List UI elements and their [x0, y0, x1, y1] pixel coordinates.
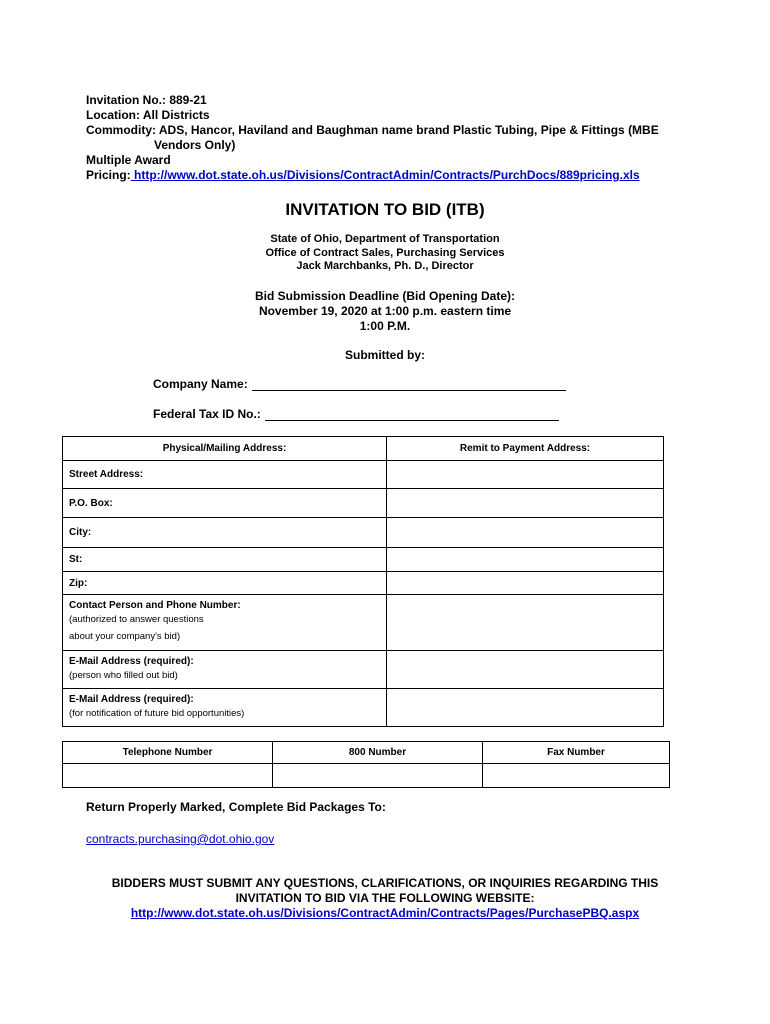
return-email-link[interactable]: contracts.purchasing@dot.ohio.gov: [86, 832, 275, 846]
city-label: City:: [63, 518, 387, 548]
page-title: INVITATION TO BID (ITB): [285, 200, 485, 219]
location: Location: All Districts: [86, 108, 210, 122]
commodity-continued: Vendors Only): [154, 138, 236, 152]
email2-field[interactable]: [387, 689, 664, 727]
inquiries-website-link[interactable]: http://www.dot.state.oh.us/Divisions/ContractAdmin/Contracts/Pages/PurchasePBQ.aspx: [130, 906, 640, 920]
email2-cell: [63, 689, 387, 727]
telephone-field[interactable]: [63, 764, 273, 788]
po-box-field[interactable]: [387, 489, 664, 518]
800-number-field[interactable]: [273, 764, 483, 788]
company-name-label: Company Name:: [153, 377, 248, 391]
contact-field[interactable]: [387, 595, 664, 651]
address-table: [62, 436, 664, 727]
pricing-row: [86, 168, 659, 183]
street-label: Street Address:: [63, 461, 387, 489]
invitation-number: Invitation No.: 889-21: [86, 93, 207, 107]
commodity: Commodity: ADS, Hancor, Haviland and Baughman name brand Plastic Tubing, Pipe & Fittings (MBE: [86, 123, 659, 137]
bidders-line-1: BIDDERS MUST SUBMIT ANY QUESTIONS, CLARIFICATIONS, OR INQUIRIES REGARDING THIS: [111, 876, 659, 890]
pricing-link[interactable]: http://www.dot.state.oh.us/Divisions/ContractAdmin/Contracts/PurchDocs/889pricing.xls: [130, 168, 640, 182]
contact-label: Contact Person and Phone Number:: [69, 600, 241, 611]
agency-block: [0, 233, 770, 274]
state-label: St:: [63, 548, 387, 572]
federal-tax-row: [153, 407, 559, 421]
remit-address-header: Remit to Payment Address:: [387, 437, 664, 461]
award-type: Multiple Award: [86, 153, 171, 167]
deadline-block: [0, 289, 770, 334]
return-heading: Return Properly Marked, Complete Bid Packages To:: [86, 800, 386, 814]
bidders-notice: [0, 876, 770, 921]
federal-tax-field[interactable]: [265, 408, 559, 421]
deadline-line-1: Bid Submission Deadline (Bid Opening Date):: [254, 289, 515, 303]
submitted-by: Submitted by:: [345, 348, 425, 362]
state-field[interactable]: [387, 548, 664, 572]
telephone-header: Telephone Number: [63, 742, 273, 764]
agency-line-3: Jack Marchbanks, Ph. D., Director: [296, 260, 474, 272]
phone-table: [62, 741, 670, 788]
contact-note-1: (authorized to answer questions: [69, 614, 204, 625]
agency-line-1: State of Ohio, Department of Transportation: [270, 233, 500, 245]
fax-field[interactable]: [483, 764, 670, 788]
document-header: [86, 93, 659, 183]
company-name-field[interactable]: [252, 378, 566, 391]
company-name-row: [153, 377, 566, 391]
800-number-header: 800 Number: [273, 742, 483, 764]
contact-cell: [63, 595, 387, 651]
zip-label: Zip:: [63, 572, 387, 595]
zip-field[interactable]: [387, 572, 664, 595]
email1-note: (person who filled out bid): [69, 669, 178, 681]
fax-header: Fax Number: [483, 742, 670, 764]
city-field[interactable]: [387, 518, 664, 548]
pricing-label: Pricing:: [86, 168, 131, 182]
email2-label: E-Mail Address (required):: [69, 693, 194, 705]
email1-field[interactable]: [387, 651, 664, 689]
agency-line-2: Office of Contract Sales, Purchasing Services: [265, 246, 505, 259]
deadline-line-2: November 19, 2020 at 1:00 p.m. eastern time: [258, 304, 512, 318]
bidders-line-2: INVITATION TO BID VIA THE FOLLOWING WEBSITE:: [235, 891, 535, 905]
deadline-line-3: 1:00 P.M.: [359, 319, 411, 333]
email1-label: E-Mail Address (required):: [69, 655, 194, 667]
email2-note: (for notification of future bid opportunities): [69, 707, 245, 719]
street-field[interactable]: [387, 461, 664, 489]
physical-address-header: Physical/Mailing Address:: [63, 437, 387, 461]
federal-tax-label: Federal Tax ID No.:: [153, 407, 261, 421]
email1-cell: [63, 651, 387, 689]
contact-note-2: about your company's bid): [69, 631, 181, 642]
po-box-label: P.O. Box:: [63, 489, 387, 518]
